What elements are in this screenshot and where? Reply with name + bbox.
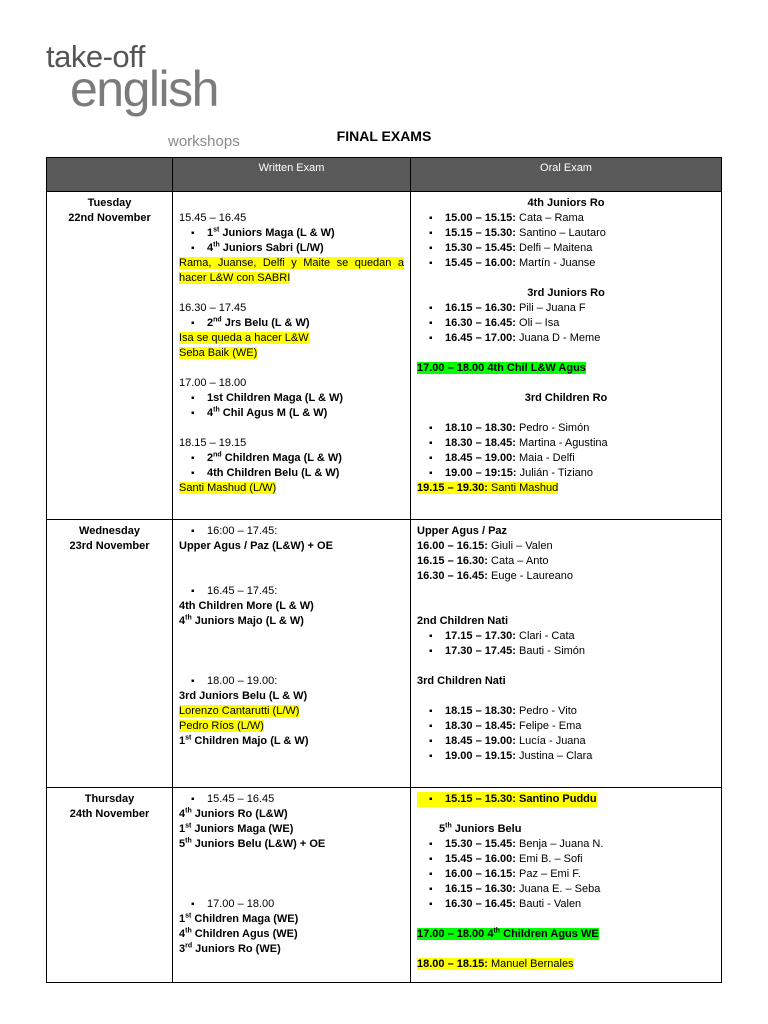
highlight-note: 17.00 – 18.00 4th Chil L&W Agus [417,362,586,374]
list-item: ▪ 16.15 – 16.30: Pili – Juana F [417,301,715,316]
list-item: ▪ 4th Children Belu (L & W) [179,466,404,481]
day-cell [47,788,173,983]
day-cell [47,192,173,520]
class-line: 3rd Juniors Belu (L & W) [179,690,308,702]
oral-cell [411,192,722,520]
highlight-note: ▪ 15.15 – 15.30: Santino Puddu [417,792,715,807]
logo-english: english [70,61,218,117]
logo-take-off: take-off [46,39,145,74]
bullet-icon: ▪ [429,794,433,805]
day-date: 22nd November [68,212,151,224]
highlight-note: Pedro Ríos (L/W) [179,720,264,732]
group-title: 3rd Juniors Ro [527,287,605,299]
list-item: ▪ 17.15 – 17.30: Clari - Cata [417,629,715,644]
class-line: 4th Children More (L & W) [179,600,314,612]
list-item: ▪ 16.00 – 16.15: Paz – Emi F. [417,867,715,882]
list-item: ▪ 16.15 – 16.30: Juana E. – Seba [417,882,715,897]
highlight-note: Santi Mashud (L/W) [179,482,277,494]
session-time: ▪ 16.45 – 17.45: [179,584,404,599]
day-name: Wednesday [79,525,140,537]
list-item: ▪ 15.45 – 16.00: Martín - Juanse [417,256,715,271]
oral-cell [411,520,722,788]
class-line: 5th Juniors Belu (L&W) + OE [179,837,326,850]
table-header-row [47,158,722,192]
list-item: ▪ 18.45 – 19.00: Maia - Delfi [417,451,715,466]
list-item: ▪ 18.30 – 18.45: Felipe - Ema [417,719,715,734]
class-line: 1st Juniors Maga (WE) [179,822,294,835]
list-item: ▪ 15.30 – 15.45: Benja – Juana N. [417,837,715,852]
highlight-note: 18.00 – 18.15: Manuel Bernales [417,958,574,970]
written-cell [173,520,411,788]
group-title: 3rd Children Nati [417,675,506,687]
list-item: ▪ 18.45 – 19.00: Lucía - Juana [417,734,715,749]
list-item: 16.15 – 16.30: Cata – Anto [417,555,549,567]
list-item: ▪ 16.30 – 16.45: Bauti - Valen [417,897,715,912]
list-item: ▪ 18.30 – 18.45: Martina - Agustina [417,436,715,451]
logo-workshops: workshops [168,133,240,150]
group-title: 4th Juniors Ro [527,197,605,209]
class-line: 4th Children Agus (WE) [179,927,298,940]
day-name: Thursday [84,793,135,805]
list-item: ▪ 1st Juniors Maga (L & W) [179,226,404,241]
list-item: ▪ 2nd Jrs Belu (L & W) [179,316,404,331]
highlight-note: Isa se queda a hacer L&W [179,332,309,344]
session-time: 16.30 – 17.45 [179,302,247,314]
header-oral-exam: Oral Exam [411,158,722,192]
list-item: ▪ 19.00 – 19:15: Julián - Tiziano [417,466,715,481]
session-time: ▪ 17.00 – 18.00 [179,897,404,912]
highlight-note: 19.15 – 19.30: Santi Mashud [417,482,559,494]
oral-cell [411,788,722,983]
list-item: ▪ 16.30 – 16.45: Oli – Isa [417,316,715,331]
list-item: ▪ 1st Children Maga (L & W) [179,391,404,406]
highlight-note: Rama, Juanse, Delfi y Maite se quedan a hacer L&W con SABRI [179,257,404,284]
class-line: 1st Children Majo (L & W) [179,734,309,747]
class-line: 4th Juniors Ro (L&W) [179,807,288,820]
list-item: ▪ 18.15 – 18.30: Pedro - Vito [417,704,715,719]
list-item: ▪ 2nd Children Maga (L & W) [179,451,404,466]
list-item: ▪ 17.30 – 17.45: Bauti - Simón [417,644,715,659]
group-title: 5th Juniors Belu [439,822,522,835]
header-written-exam: Written Exam [173,158,411,192]
group-title: 3rd Children Ro [524,392,608,404]
highlight-note: 17.00 – 18.00 4th Children Agus WE [417,927,599,940]
class-line: 1st Children Maga (WE) [179,912,299,925]
highlight-note: Seba Baik (WE) [179,347,258,359]
written-cell [173,788,411,983]
highlight-note: Lorenzo Cantarutti (L/W) [179,705,300,717]
written-cell [173,192,411,520]
table-row [47,192,722,520]
day-cell [47,520,173,788]
header-day [47,158,173,192]
class-line: Upper Agus / Paz (L&W) + OE [179,540,333,552]
list-item: ▪ 15.15 – 15.30: Santino – Lautaro [417,226,715,241]
day-date: 24th November [69,808,150,820]
group-title: 2nd Children Nati [417,615,509,627]
list-item: ▪ 18.10 – 18.30: Pedro - Simón [417,421,715,436]
list-item: 16.00 – 16.15: Giuli – Valen [417,540,553,552]
class-line: 4th Juniors Majo (L & W) [179,614,304,627]
list-item: ▪ 4th Juniors Sabri (L/W) [179,241,404,256]
list-item: ▪ 16.45 – 17.00: Juana D - Meme [417,331,715,346]
exam-schedule-table [46,157,722,983]
list-item: ▪ 19.00 – 19.15: Justina – Clara [417,749,715,764]
day-name: Tuesday [87,197,132,209]
table-row [47,520,722,788]
list-item: 16.30 – 16.45: Euge - Laureano [417,570,573,582]
table-row [47,788,722,983]
list-item: ▪ 15.45 – 16.00: Emi B. – Sofi [417,852,715,867]
list-item: ▪ 4th Chil Agus M (L & W) [179,406,404,421]
list-item: ▪ 15.30 – 15.45: Delfi – Maitena [417,241,715,256]
day-date: 23rd November [69,540,150,552]
session-time: 18.15 – 19.15 [179,437,247,449]
session-time: 17.00 – 18.00 [179,377,247,389]
session-time: ▪ 15.45 – 16.45 [179,792,404,807]
class-line: 3rd Juniors Ro (WE) [179,942,281,955]
session-time: ▪ 18.00 – 19.00: [179,674,404,689]
take-off-english-logo [46,39,256,150]
session-time: 15.45 – 16.45 [179,212,247,224]
page-title: FINAL EXAMS [336,128,432,144]
session-time: ▪ 16:00 – 17.45: [179,524,404,539]
list-item: ▪ 15.00 – 15.15: Cata – Rama [417,211,715,226]
group-title: Upper Agus / Paz [417,525,508,537]
